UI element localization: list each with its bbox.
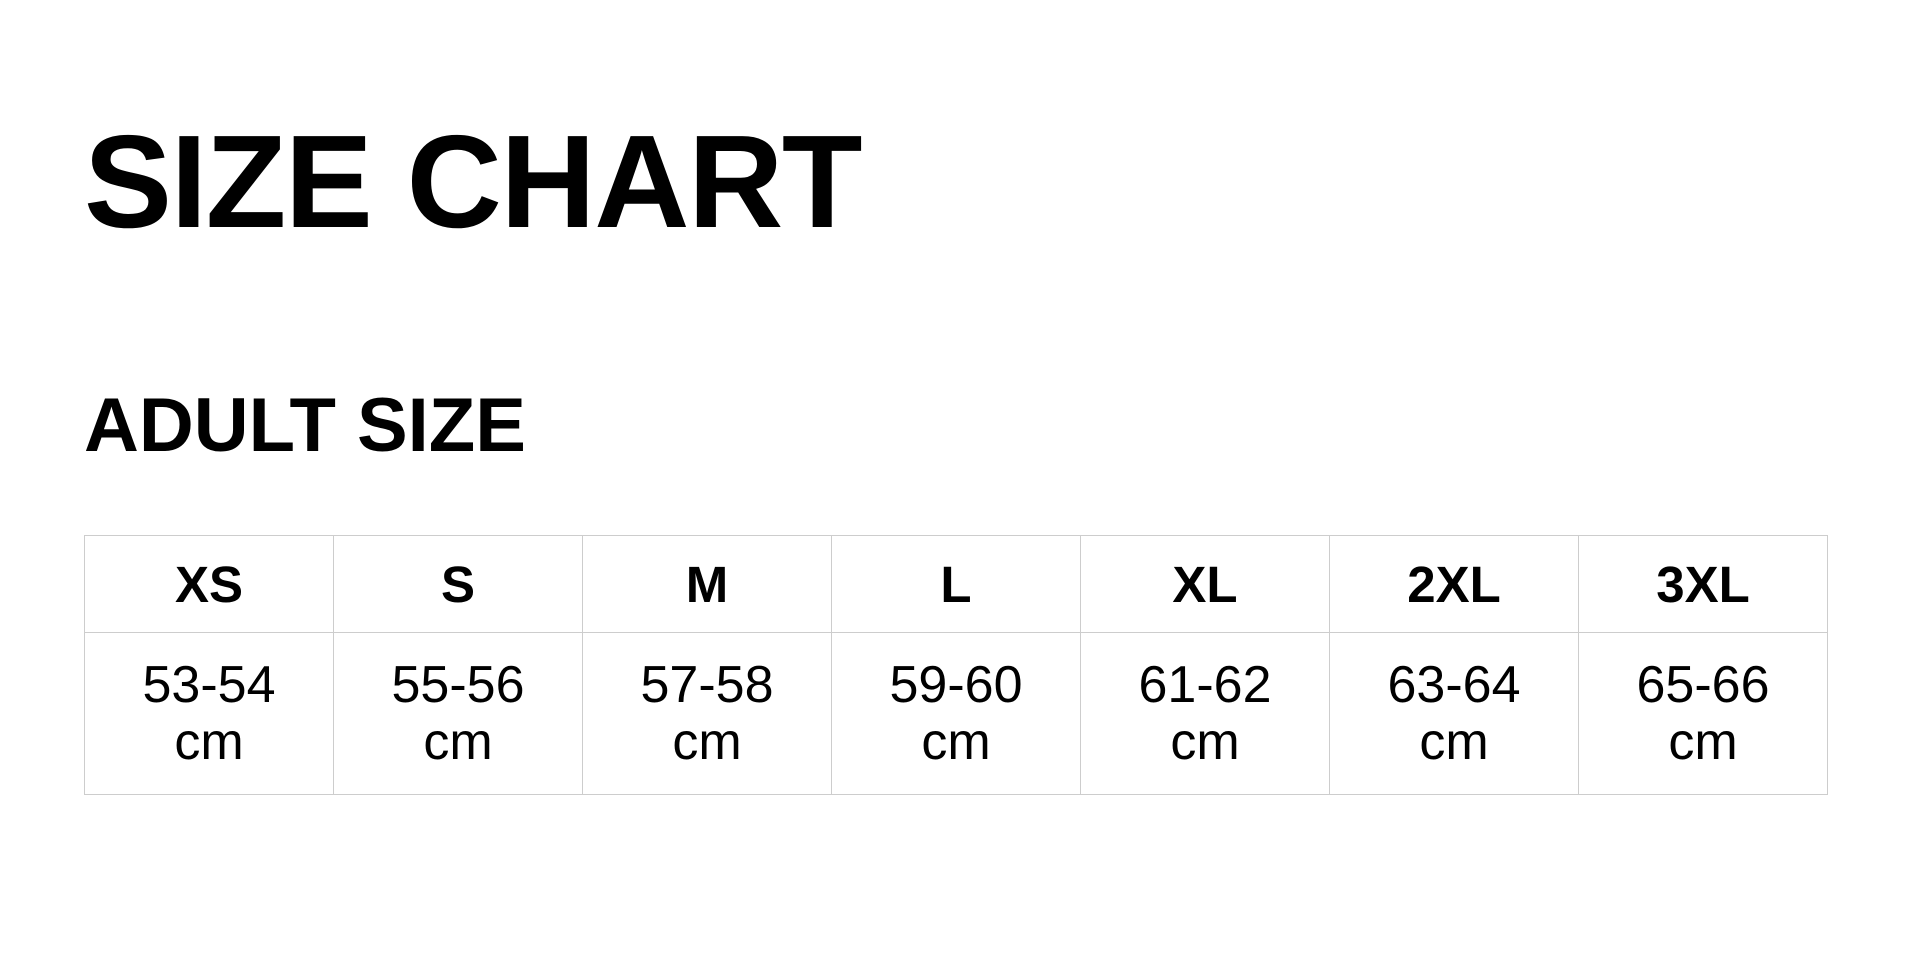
size-cell-m [583, 633, 832, 795]
size-unit-2xl: cm [1419, 712, 1489, 771]
size-header-2xl: 2XL [1330, 536, 1579, 633]
size-unit-m: cm [672, 712, 742, 771]
size-cell-2xl [1330, 633, 1579, 795]
page-title: SIZE CHART [84, 108, 861, 255]
adult-size-table [84, 535, 1828, 795]
size-header-xs: XS [85, 536, 334, 633]
size-header-s: S [334, 536, 583, 633]
size-unit-l: cm [921, 712, 991, 771]
section-title-adult-size: ADULT SIZE [84, 383, 526, 468]
size-unit-xl: cm [1170, 712, 1240, 771]
size-range-3xl: 65-66 [1636, 656, 1770, 715]
size-range-m: 57-58 [640, 656, 774, 715]
size-header-xl: XL [1081, 536, 1330, 633]
size-cell-xs [85, 633, 334, 795]
size-cell-l [832, 633, 1081, 795]
size-cell-3xl [1579, 633, 1828, 795]
size-header-l: L [832, 536, 1081, 633]
size-unit-s: cm [423, 712, 493, 771]
size-cell-s [334, 633, 583, 795]
size-unit-xs: cm [174, 712, 244, 771]
size-range-xs: 53-54 [142, 656, 276, 715]
size-unit-3xl: cm [1668, 712, 1738, 771]
size-range-xl: 61-62 [1138, 656, 1272, 715]
size-header-row [85, 536, 1828, 633]
size-range-2xl: 63-64 [1387, 656, 1521, 715]
size-value-row [85, 633, 1828, 795]
size-range-l: 59-60 [889, 656, 1023, 715]
size-range-s: 55-56 [391, 656, 525, 715]
size-cell-xl [1081, 633, 1330, 795]
size-header-m: M [583, 536, 832, 633]
size-header-3xl: 3XL [1579, 536, 1828, 633]
